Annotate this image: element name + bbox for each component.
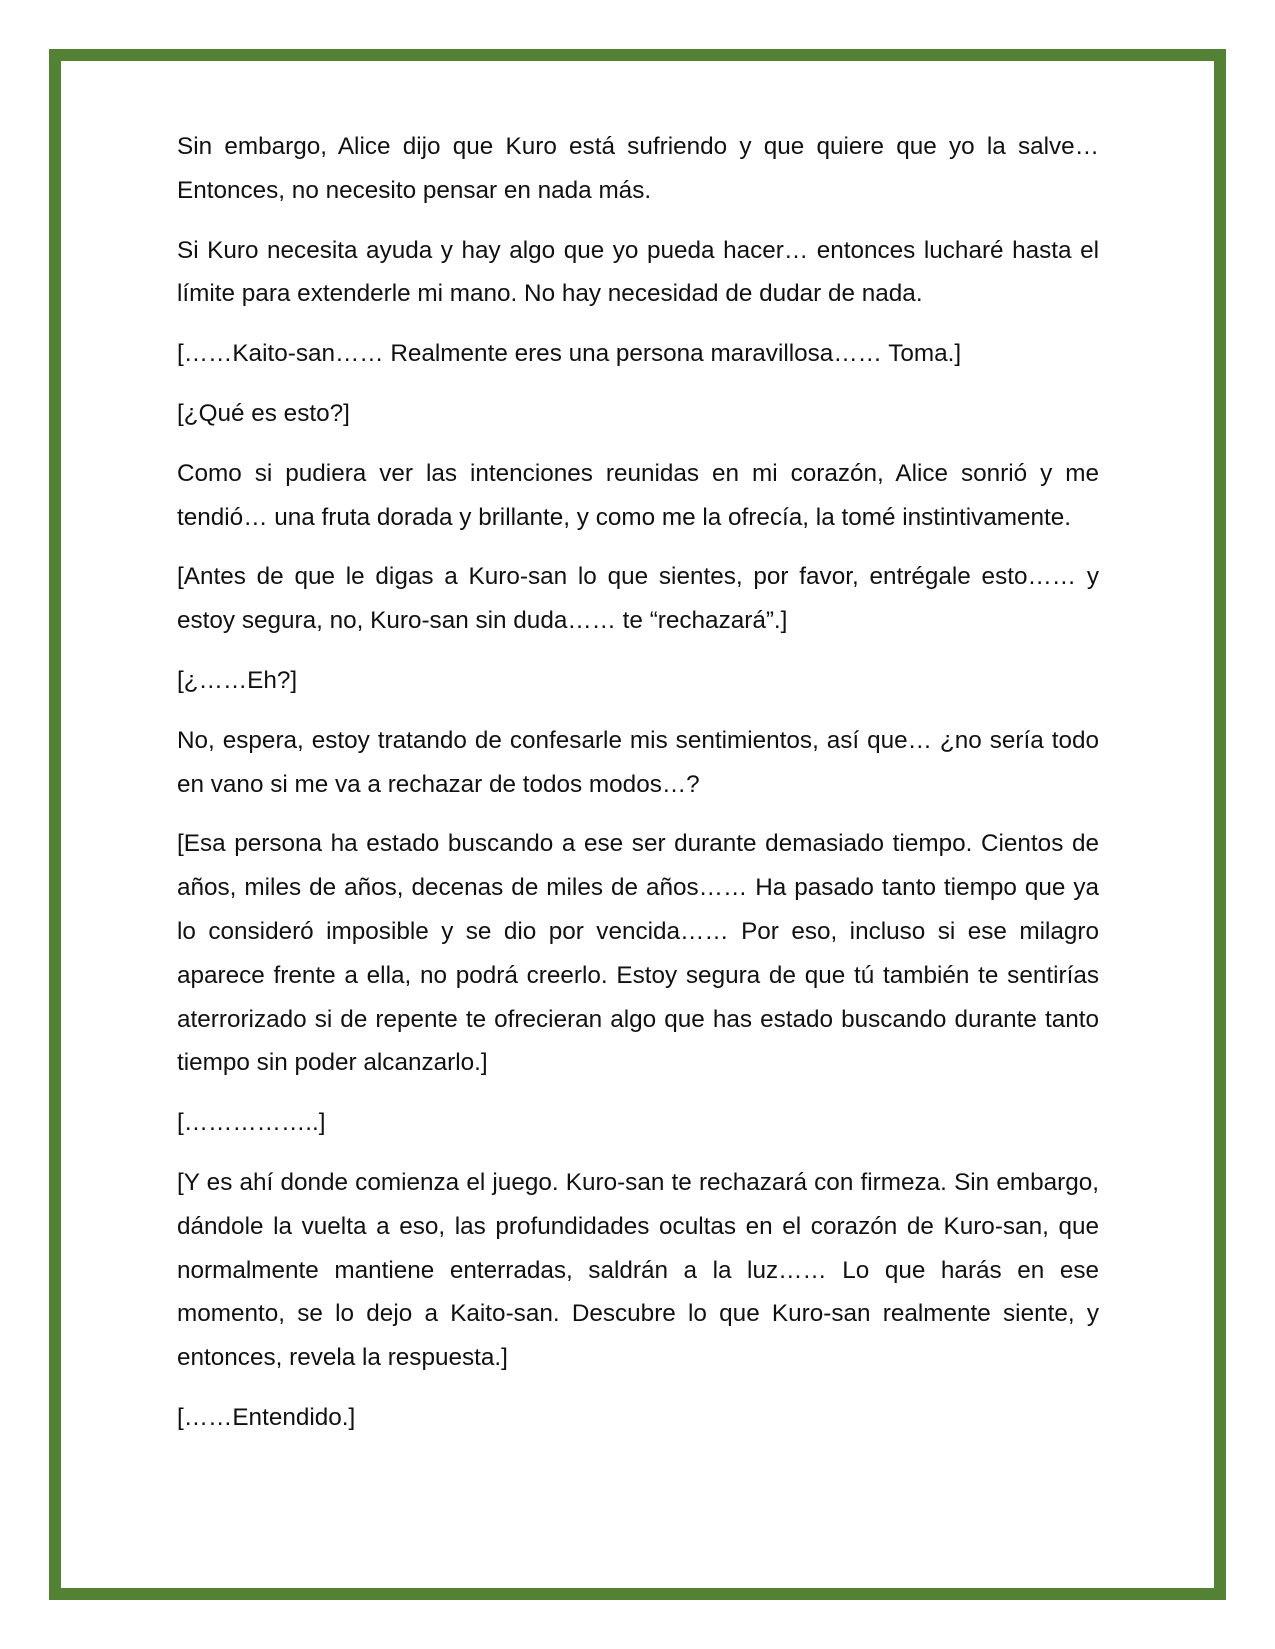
paragraph: Como si pudiera ver las intenciones reunidas en mi corazón, Alice sonrió y me tendió… una fruta dorada y brillante, y como me la ofrecía, la tomé instintivamente. — [177, 459, 1099, 531]
dialogue-line: [¿……Eh?] — [177, 666, 298, 694]
dialogue-line: [¿Qué es esto?] — [177, 399, 350, 427]
paragraph: No, espera, estoy tratando de confesarle mis sentimientos, así que… ¿no sería todo en vano si me va a rechazar de todos modos…? — [177, 726, 1099, 798]
dialogue-line: [Y es ahí donde comienza el juego. Kuro-san te rechazará con firmeza. Sin embargo, dándole la vuelta a eso, las profundidades ocultas en el corazón de Kuro-san, que normalmente mantiene enterradas, saldrán a la luz…… Lo que harás en ese momento, se lo dejo a Kaito-san. Descubre lo que Kuro-san realmente siente, y entonces, revela la respuesta.] — [177, 1168, 1099, 1372]
dialogue-line: [……………..] — [177, 1109, 326, 1137]
dialogue-line: [……Entendido.] — [177, 1403, 356, 1431]
dialogue-line: [Esa persona ha estado buscando a ese ser durante demasiado tiempo. Cientos de años, miles de años, decenas de miles de años…… Ha pasado tanto tiempo que ya lo consideró imposible y se dio por vencida…… Por eso, incluso si ese milagro aparece frente a ella, no podrá creerlo. Estoy segura de que tú también te sentirías aterrorizado si de repente te ofrecieran algo que has estado buscando durante tanto tiempo sin poder alcanzarlo.] — [177, 830, 1099, 1077]
dialogue-line: [Antes de que le digas a Kuro-san lo que sientes, por favor, entrégale esto…… y estoy segura, no, Kuro-san sin duda…… te “rechazará”.] — [177, 563, 1099, 635]
dialogue-line: [……Kaito-san…… Realmente eres una persona maravillosa…… Toma.] — [177, 340, 962, 368]
paragraph: Sin embargo, Alice dijo que Kuro está sufriendo y que quiere que yo la salve… Entonces, no necesito pensar en nada más. — [177, 133, 1099, 204]
paragraph: Si Kuro necesita ayuda y hay algo que yo pueda hacer… entonces lucharé hasta el límite para extenderle mi mano. No hay necesidad de dudar de nada. — [177, 236, 1099, 308]
document-body — [177, 125, 1099, 1456]
